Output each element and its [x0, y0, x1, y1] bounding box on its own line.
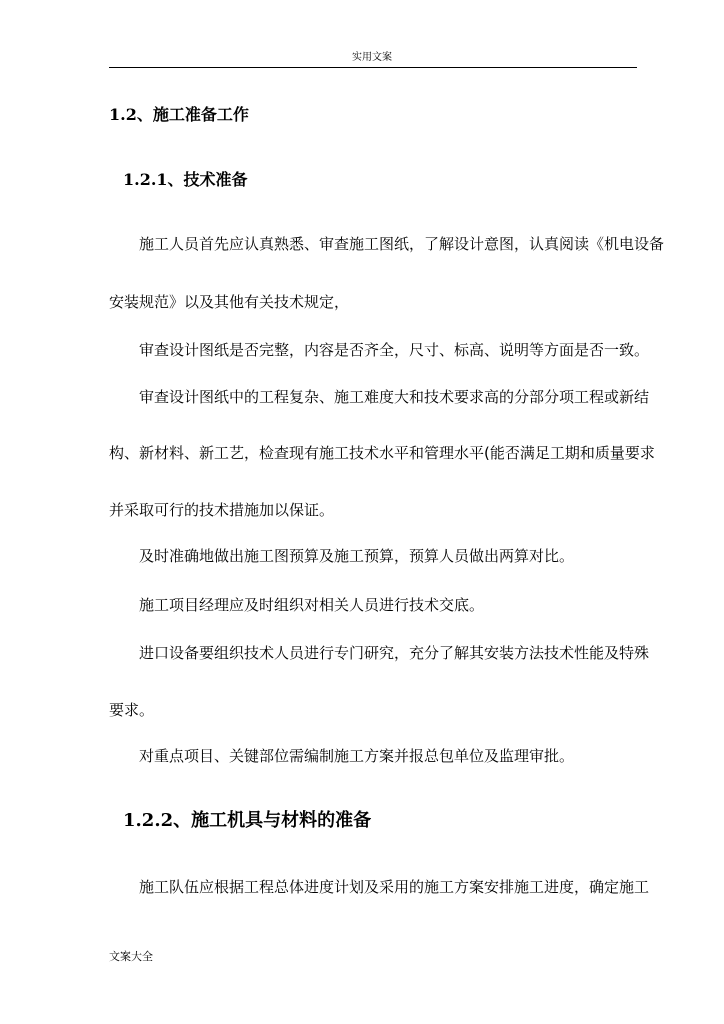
paragraph-line: 并采取可行的技术措施加以保证。	[109, 501, 335, 519]
paragraph-line: 要求。	[109, 701, 155, 719]
subsection-heading-technical	[123, 169, 248, 191]
paragraph-line: 施工人员首先应认真熟悉、审查施工图纸，了解设计意图，认真阅读《机电设备	[139, 235, 665, 253]
section-title: 施工准备工作	[152, 105, 249, 124]
paragraph-line: 安装规范》以及其他有关技术规定，	[109, 293, 350, 311]
section-number: 1.2、	[109, 105, 153, 124]
paragraph-line: 施工项目经理应及时组织对相关人员进行技术交底。	[139, 596, 485, 614]
paragraph-line: 对重点项目、关键部位需编制施工方案并报总包单位及监理审批。	[139, 747, 575, 765]
page-header: 实用文案	[352, 52, 392, 63]
section-heading	[109, 104, 249, 126]
subsection-heading-equipment	[123, 809, 371, 833]
paragraph-line: 构、新材料、新工艺，检查现有施工技术水平和管理水平(能否满足工期和质量要求	[109, 444, 655, 462]
paragraph-line: 进口设备要组织技术人员进行专门研究，充分了解其安装方法技术性能及特殊	[139, 644, 650, 662]
subsection-title: 技术准备	[183, 170, 248, 189]
paragraph-line: 施工队伍应根据工程总体进度计划及采用的施工方案安排施工进度，确定施工	[139, 878, 650, 896]
paragraph-line: 审查设计图纸是否完整，内容是否齐全，尺寸、标高、说明等方面是否一致。	[139, 341, 650, 359]
paragraph-line: 及时准确地做出施工图预算及施工预算，预算人员做出两算对比。	[139, 547, 575, 565]
subsection-number: 1.2.2、	[123, 810, 192, 831]
subsection-title: 施工机具与材料的准备	[191, 810, 372, 831]
page-footer: 文案大全	[109, 950, 153, 963]
paragraph-line: 审查设计图纸中的工程复杂、施工难度大和技术要求高的分部分项工程或新结	[139, 388, 650, 406]
subsection-number: 1.2.1、	[123, 170, 184, 189]
